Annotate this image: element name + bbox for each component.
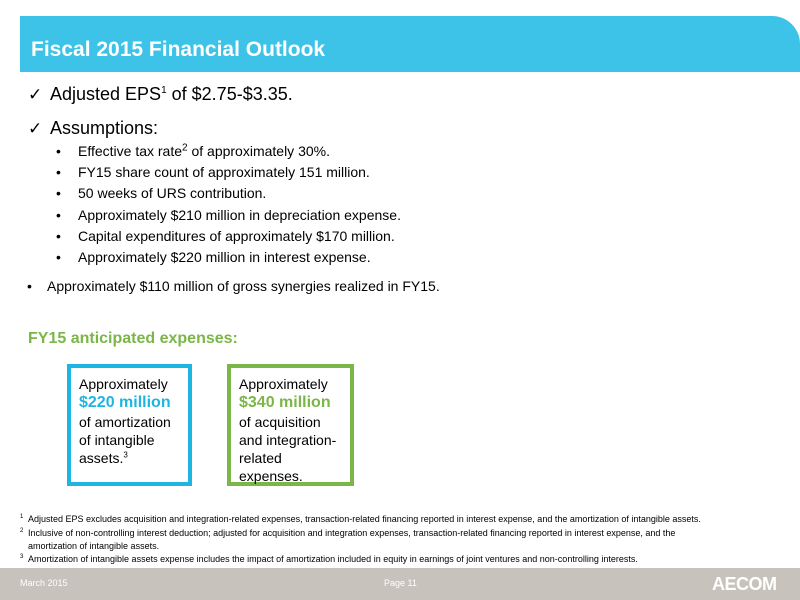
check-item-eps: [28, 84, 293, 105]
assumption-text: Approximately $210 million in depreciation expense.: [78, 207, 401, 223]
box-prefix: Approximately: [239, 376, 328, 392]
assumption-item: [56, 143, 330, 159]
assumption-item: [56, 207, 401, 223]
page-title: Fiscal 2015 Financial Outlook: [31, 38, 326, 61]
title-bar: [20, 16, 800, 72]
bullet-icon: •: [56, 143, 61, 159]
footnote-text: amortization of intangible assets.: [28, 541, 160, 551]
box-line-text: assets.: [79, 450, 124, 466]
assumption-text: 50 weeks of URS contribution.: [78, 185, 267, 201]
box-line: and integration-: [239, 432, 337, 448]
checkmark-icon: ✓: [28, 119, 43, 138]
box-amount: $220 million: [79, 394, 171, 411]
bullet-icon: •: [27, 278, 32, 294]
footnote-1: $^1$ Adjusted EPS excludes acquisition and integration-related expenses, transaction-related financing reported in interest expense, and the amortization of intangible assets.: [20, 514, 701, 524]
synergies-text: Approximately $110 million of gross synergies realized in FY15.: [47, 278, 440, 294]
assumptions-label: Assumptions:: [50, 118, 159, 138]
box-amount: $340 million: [239, 394, 331, 411]
bullet-icon: •: [56, 185, 61, 201]
box-line: related: [239, 450, 282, 466]
footer-bar: [0, 568, 800, 600]
synergies-item: [27, 278, 440, 294]
check-item-assumptions: [28, 118, 158, 139]
box-line: of intangible: [79, 432, 155, 448]
box-line: expenses.: [239, 468, 303, 484]
box-line-last: [79, 449, 188, 467]
footnote-ref-1: 1: [161, 85, 167, 96]
footnote-2-continued: [28, 540, 159, 552]
assumption-text: Capital expenditures of approximately $170 million.: [78, 228, 395, 244]
assumption-text: Approximately $220 million in interest expense.: [78, 249, 371, 265]
bullet-icon: •: [56, 164, 61, 180]
svg-text:AECOM: AECOM: [712, 574, 777, 594]
bullet-icon: •: [56, 249, 61, 265]
aecom-logo: [712, 574, 784, 594]
bullet-icon: •: [56, 228, 61, 244]
footnote-3: $^3$ Amortization of intangible assets expense includes the impact of amortization included in equity in earnings of joint ventures and non-controlling interests.: [20, 554, 638, 564]
assumption-text: FY15 share count of approximately 151 million.: [78, 164, 370, 180]
footnote-text: Amortization of intangible assets expense includes the impact of amortization included in equity in earnings of joint ventures and non-controlling interests.: [28, 554, 638, 564]
checkmark-icon: ✓: [28, 85, 43, 104]
assumption-item: [56, 228, 395, 244]
footer-date: March 2015: [20, 578, 68, 588]
box-prefix: Approximately: [79, 376, 168, 392]
eps-range: of $2.75-$3.35.: [166, 84, 293, 104]
box-line: of amortization: [79, 414, 171, 430]
page-number: Page 11: [384, 578, 417, 588]
footnote-ref-3: 3: [123, 450, 128, 460]
footnote-ref-2: 2: [182, 142, 188, 154]
footnote-2: $^2$ Inclusive of non-controlling interest deduction; adjusted for acquisition and integration expenses, transaction-related financing reported in interest expense, and the: [20, 528, 676, 538]
assumption-text: Effective tax rate: [78, 143, 183, 159]
bullet-icon: •: [56, 207, 61, 223]
acquisition-box: [227, 364, 354, 486]
amortization-box: [67, 364, 192, 486]
assumption-item: [56, 185, 266, 201]
footnote-text: Inclusive of non-controlling interest deduction; adjusted for acquisition and integration expenses, transaction-related financing reported in interest expense, and the: [28, 528, 676, 538]
expenses-heading: FY15 anticipated expenses:: [28, 330, 238, 347]
eps-text: Adjusted EPS: [50, 84, 162, 104]
footnote-text: Adjusted EPS excludes acquisition and integration-related expenses, transaction-related financing reported in interest expense, and the amortization of intangible assets.: [28, 514, 701, 524]
assumption-item: [56, 164, 370, 180]
box-line: of acquisition: [239, 414, 321, 430]
assumption-text-end: of approximately 30%.: [187, 143, 330, 159]
assumption-item: [56, 249, 371, 265]
